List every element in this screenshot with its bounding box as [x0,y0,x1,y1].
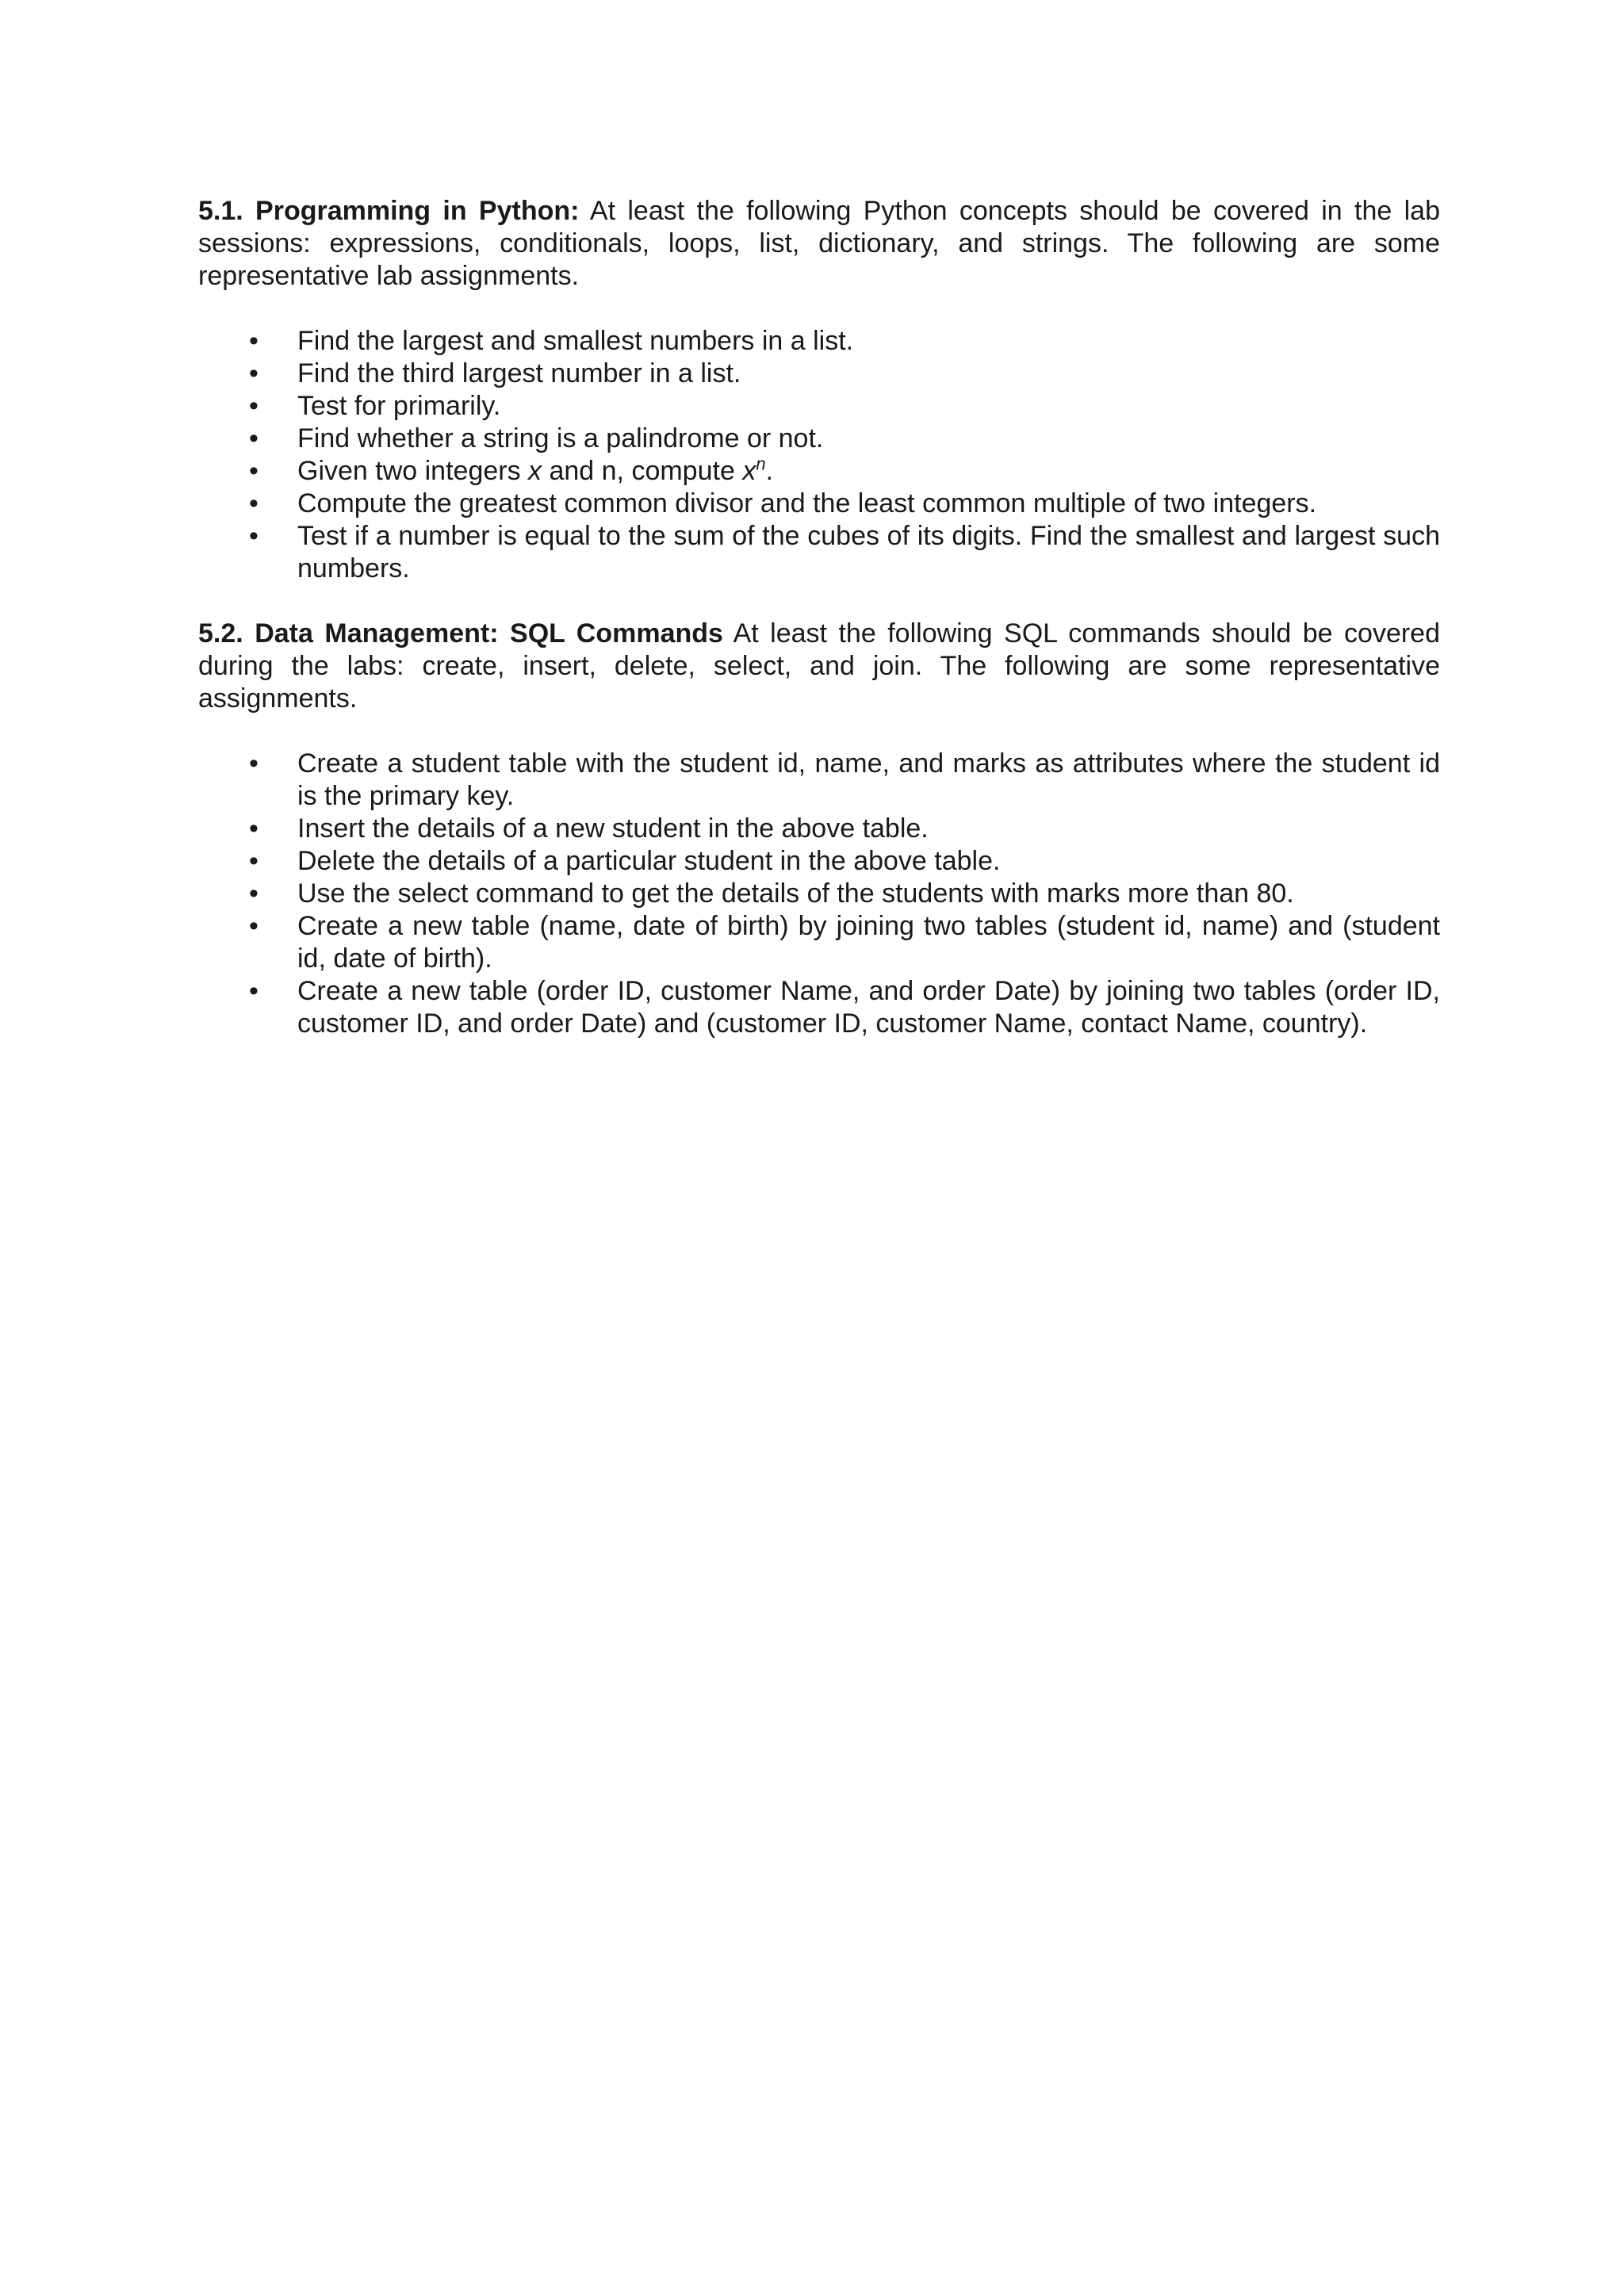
document-page [198,195,1440,1073]
list-item: • Delete the details of a particular student in the above table. [249,846,1001,876]
list-item: • Insert the details of a new student in the above table. [249,813,929,844]
bullet-icon: • [249,423,259,453]
section-python-intro-text: At least the following Python concepts should be covered in the lab sessions: expressions, conditionals, loops, list, dictionary, and strings. The following are some representative lab assignments. [198,196,1440,291]
python-assignment-list [198,325,1440,585]
section-python-heading: 5.1. Programming in Python: [198,196,580,226]
section-python-intro [198,195,1440,293]
list-item-power: • Given two integers x and n, compute $x^n$. [249,453,774,486]
bullet-icon: • [249,358,259,388]
list-item: • Use the select command to get the details of the students with marks more than 80. [249,878,1294,909]
bullet-icon: • [249,456,259,486]
bullet-icon: • [249,878,259,909]
list-item: • Compute the greatest common divisor and the least common multiple of two integers. [249,488,1317,519]
list-item: • Test for primarily. [249,391,501,421]
bullet-icon: • [249,748,259,779]
bullet-icon: • [249,846,259,876]
list-item: • Find whether a string is a palindrome or not. [249,423,824,453]
section-sql-intro-text: At least the following SQL commands should be covered during the labs: create, insert, delete, select, and join. The following are some representative assignments. [198,618,1441,714]
bullet-icon: • [249,911,259,941]
list-item: • Create a student table with the student id, name, and marks as attributes where the student id is the primary key. [249,748,1440,811]
section-sql-heading: 5.2. Data Management: SQL Commands [198,618,723,649]
bullet-icon: • [249,976,259,1006]
list-item: • Find the largest and smallest numbers in a list. [249,326,854,356]
sql-assignment-list [198,748,1440,1040]
bullet-icon: • [249,488,259,519]
list-item: • Create a new table (name, date of birth) by joining two tables (student id, name) and (student id, date of birth). [249,911,1440,974]
bullet-icon: • [249,521,259,551]
list-item: • Find the third largest number in a list. [249,358,741,388]
bullet-icon: • [249,813,259,844]
bullet-icon: • [249,326,259,356]
bullet-icon: • [249,391,259,421]
list-item: • Create a new table (order ID, customer Name, and order Date) by joining two tables (order ID, customer ID, and order Date) and (customer ID, customer Name, contact Name, country). [249,976,1440,1039]
list-item: • Test if a number is equal to the sum of the cubes of its digits. Find the smallest and largest such numbers. [249,521,1440,584]
section-sql-intro [198,618,1440,715]
